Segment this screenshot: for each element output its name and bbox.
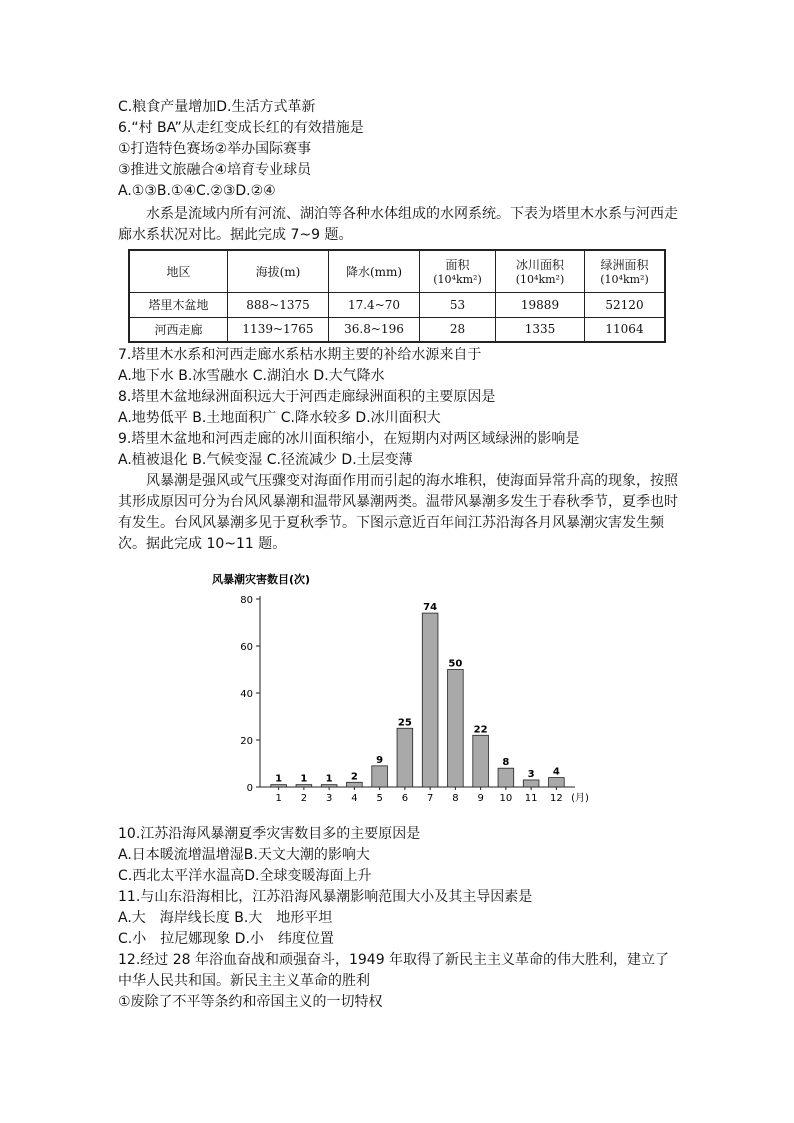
option-line-5cd: C.粮食产量增加D.生活方式革新 [118, 99, 316, 115]
question-11-options-ab: A.大 海岸线长度 B.大 地形平坦 [118, 910, 333, 926]
bar-value-label: 1 [300, 773, 308, 785]
table-cell: 36.8~196 [329, 317, 420, 342]
bar-month-7 [422, 613, 438, 787]
table-header-row [129, 250, 665, 292]
question-7-stem: 7.塔里木水系和河西走廊水系枯水期主要的补给水源来自于 [118, 347, 482, 363]
bar-month-10 [498, 768, 514, 787]
x-tick-label: 7 [426, 793, 434, 804]
header-glacier-area [496, 250, 585, 292]
x-tick-label: 3 [325, 793, 333, 804]
question-8-stem: 8.塔里木盆地绿洲面积远大于河西走廊绿洲面积的主要原因是 [118, 389, 496, 405]
question-12-stem-line1: 12.经过 28 年浴血奋战和顽强奋斗，1949 年取得了新民主主义革命的伟大胜利，建立了 [118, 952, 670, 968]
intro-questions-10-11: 风暴潮是强风或气压骤变对海面作用而引起的海水堆积，使海面异常升高的现象，按照其形成原因可分为台风风暴潮和温带风暴潮两类。温带风暴潮多发生于春秋季节，夏季也时有发生。台风风暴潮多见于夏秋季节。下图示意近百年间江苏沿海各月风暴潮灾害发生频次。据此完成 10~11 题。 [118, 473, 678, 552]
header-area-label: 面积 [445, 258, 470, 273]
bar-value-label: 4 [552, 766, 560, 778]
bar-value-label: 25 [397, 717, 412, 729]
bar-value-label: 3 [527, 768, 535, 780]
y-tick-label: 20 [240, 736, 253, 747]
bar-month-3 [321, 785, 337, 787]
bar-month-4 [347, 782, 363, 787]
table-cell: 17.4~70 [329, 292, 420, 317]
question-6-item-34: ③推进文旅融合④培育专业球员 [118, 162, 312, 178]
bar-month-12 [549, 778, 565, 787]
table-cell: 1335 [496, 317, 585, 342]
x-tick-label: 2 [300, 793, 308, 804]
question-10-options-cd: C.西北太平洋水温高D.全球变暖海面上升 [118, 868, 372, 884]
header-oasis-unit: (10⁴km²) [600, 273, 649, 287]
table-row [129, 317, 665, 342]
question-9-options: A.植被退化 B.气候变湿 C.径流减少 D.土层变薄 [118, 452, 413, 468]
bar-value-label: 1 [325, 773, 333, 785]
question-8-options: A.地势低平 B.土地面积广 C.降水较多 D.冰川面积大 [118, 410, 441, 426]
bar-month-1 [271, 785, 287, 787]
bar-month-2 [296, 785, 312, 787]
header-oasis-area [585, 250, 666, 292]
chart-xlabel: (月) [571, 793, 589, 804]
table-cell: 塔里木盆地 [129, 292, 228, 317]
header-region: 地区 [129, 250, 228, 292]
table-cell: 1139~1765 [228, 317, 329, 342]
bar-month-6 [397, 728, 413, 787]
question-10-options-ab: A.日本暖流增温增湿B.天文大潮的影响大 [118, 847, 370, 863]
bar-value-label: 22 [473, 724, 488, 736]
table-cell: 11064 [585, 317, 666, 342]
bar-month-8 [448, 670, 464, 788]
bar-value-label: 74 [423, 602, 438, 614]
header-precipitation: 降水(mm) [329, 250, 420, 292]
water-system-table [128, 249, 666, 343]
table-cell: 53 [420, 292, 496, 317]
x-tick-label: 12 [550, 793, 563, 804]
x-tick-label: 8 [452, 793, 459, 804]
y-tick-label: 60 [240, 642, 253, 653]
x-tick-label: 10 [499, 793, 513, 804]
question-12-stem-line2: 中华人民共和国。新民主主义革命的胜利 [118, 973, 370, 989]
question-10-stem: 10.江苏沿海风暴潮夏季灾害数目多的主要原因是 [118, 826, 421, 842]
header-area-unit: (10⁴km²) [433, 273, 482, 287]
x-tick-label: 1 [275, 793, 282, 804]
y-tick-label: 80 [240, 595, 253, 606]
question-11-options-cd: C.小 拉尼娜现象 D.小 纬度位置 [118, 931, 334, 947]
table-cell: 19889 [496, 292, 585, 317]
header-altitude: 海拔(m) [228, 250, 329, 292]
table-cell: 52120 [585, 292, 666, 317]
question-6-item-12: ①打造特色赛场②举办国际赛事 [118, 141, 312, 157]
question-12-item-1: ①废除了不平等条约和帝国主义的一切特权 [118, 994, 383, 1010]
y-tick-label: 0 [246, 783, 253, 794]
question-6-options: A.①③B.①④C.②③D.②④ [118, 183, 276, 199]
intro-questions-7-9: 水系是流域内所有河流、湖泊等各种水体组成的水网系统。下表为塔里木水系与河西走廊水系状况对比。据此完成 7~9 题。 [118, 206, 678, 243]
bar-value-label: 2 [350, 771, 358, 783]
bar-value-label: 1 [275, 773, 283, 785]
question-6-stem: 6.“村 BA”从走红变成长红的有效措施是 [118, 120, 364, 136]
table-row [129, 292, 665, 317]
header-oasis-label: 绿洲面积 [600, 258, 649, 273]
storm-surge-bar-chart [200, 568, 600, 813]
x-tick-label: 4 [351, 793, 358, 804]
x-tick-label: 11 [524, 793, 538, 804]
table-cell: 28 [420, 317, 496, 342]
x-tick-label: 6 [401, 793, 409, 804]
question-9-stem: 9.塔里木盆地和河西走廊的冰川面积缩小，在短期内对两区域绿洲的影响是 [118, 431, 580, 447]
bar-value-label: 50 [448, 658, 463, 670]
question-11-stem: 11.与山东沿海相比，江苏沿海风暴潮影响范围大小及其主导因素是 [118, 889, 533, 905]
header-glacier-label: 冰川面积 [515, 258, 564, 273]
header-glacier-unit: (10⁴km²) [515, 273, 565, 287]
chart-ylabel: 风暴潮灾害数目(次) [212, 573, 311, 586]
x-tick-label: 9 [477, 793, 484, 804]
bar-value-label: 9 [376, 754, 384, 766]
table-cell: 河西走廊 [129, 317, 228, 342]
table-cell: 888~1375 [228, 292, 329, 317]
x-tick-label: 5 [376, 793, 383, 804]
y-tick-label: 40 [240, 689, 253, 700]
bar-month-5 [372, 766, 388, 787]
header-area [420, 250, 496, 292]
question-7-options: A.地下水 B.冰雪融水 C.湖泊水 D.大气降水 [118, 368, 385, 384]
bar-month-9 [473, 735, 489, 787]
bar-month-11 [523, 780, 539, 787]
bar-value-label: 8 [502, 757, 510, 769]
